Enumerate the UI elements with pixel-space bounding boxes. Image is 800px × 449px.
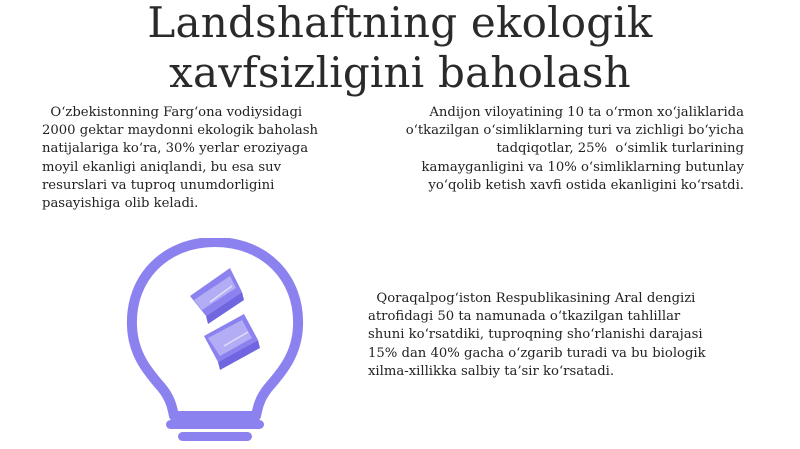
paragraph-line: atrofidagi 50 ta namunada o‘tkazilgan tahlillar [368, 309, 681, 325]
paragraph-fargona [42, 104, 360, 213]
bulb-outline [132, 242, 298, 416]
bulb-base-1 [166, 420, 264, 429]
paragraph-line: pasayishiga olib keladi. [42, 196, 199, 212]
lightbulb-book-icon [120, 238, 310, 443]
paragraph-line: O‘zbekistonning Farg‘ona vodiysidagi [42, 105, 303, 120]
paragraph-line: kamayganligini va 10% o‘simliklarning butunlay [421, 159, 744, 175]
bulb-base-2 [178, 432, 252, 441]
paragraph-line: o‘tkazilgan o‘simliklarning turi va zichligi bo‘yicha [405, 123, 744, 139]
paragraph-line: shuni ko‘rsatdiki, tuproqning sho‘rlanishi darajasi [368, 327, 703, 343]
page-title [0, 0, 800, 98]
paragraph-line: Qoraqalpog‘iston Respublikasining Aral dengizi [368, 291, 696, 306]
paragraph-line: yo‘qolib ketish xavfi ostida ekanligini ko‘rsatdi. [428, 177, 744, 193]
paragraph-line: xilma-xillikka salbiy ta’sir ko‘rsatadi. [368, 363, 615, 379]
paragraph-line: Andijon viloyatining 10 ta o‘rmon xo‘jaliklarida [429, 105, 744, 120]
paragraph-line: resurslari va tuproq unumdorligini [42, 177, 275, 193]
title-line-1: Landshaftning ekologik [147, 0, 653, 47]
title-line-2: xavfsizligini baholash [169, 48, 631, 97]
paragraph-line: moyil ekanligi aniqlandi, bu esa suv [42, 159, 282, 175]
paragraph-line: 2000 gektar maydonni ekologik baholash [42, 123, 319, 139]
paragraph-andijon [344, 104, 744, 195]
paragraph-line: natijalariga ko‘ra, 30% yerlar eroziyaga [42, 141, 309, 157]
paragraph-line: tadqiqotlar, 25% o‘simlik turlarining [496, 141, 744, 157]
paragraph-qoraqalpogiston [368, 290, 748, 381]
paragraph-line: 15% dan 40% gacha o‘zgarib turadi va bu biologik [368, 345, 706, 361]
